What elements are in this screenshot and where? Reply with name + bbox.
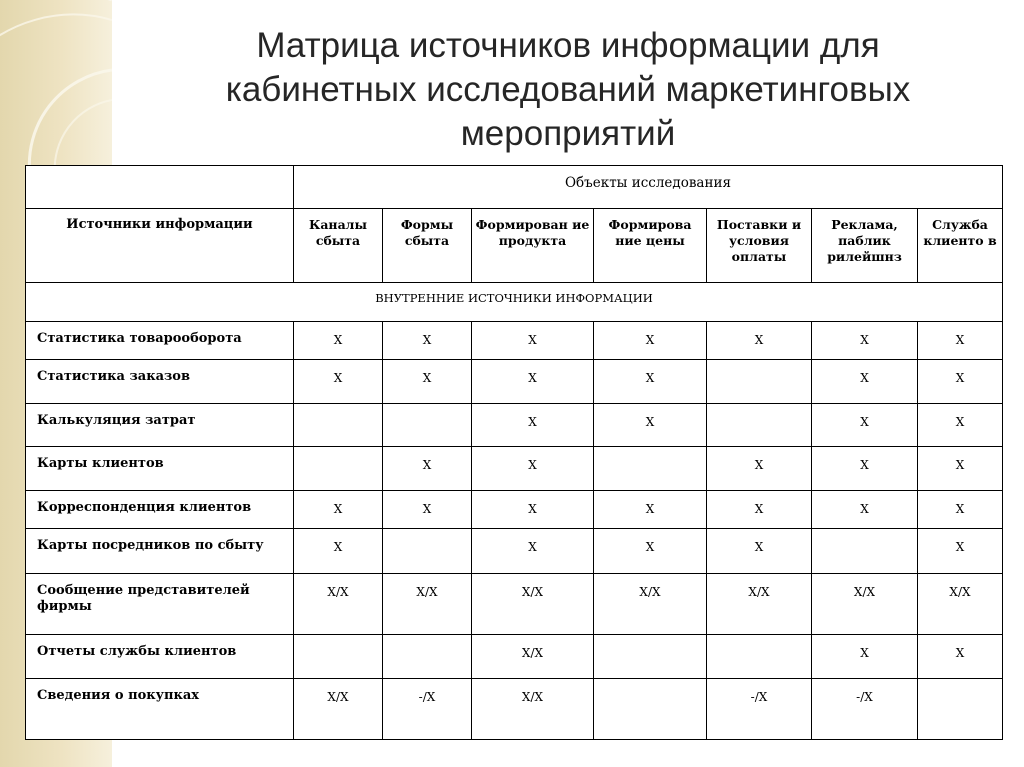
matrix-cell bbox=[383, 529, 472, 574]
matrix-cell: X bbox=[594, 360, 707, 404]
matrix-cell bbox=[294, 447, 383, 491]
matrix-cell: X/X bbox=[383, 573, 472, 634]
column-header: Каналы сбыта bbox=[294, 208, 383, 283]
title-line: Матрица источников информации для bbox=[256, 26, 880, 65]
corner-cell bbox=[26, 166, 294, 209]
matrix-cell bbox=[294, 635, 383, 679]
title-line: мероприятий bbox=[460, 114, 676, 153]
matrix-cell: X bbox=[812, 360, 918, 404]
row-label: Калькуляция затрат bbox=[26, 403, 294, 447]
matrix-cell: X bbox=[812, 635, 918, 679]
matrix-cell: X/X bbox=[918, 573, 1003, 634]
matrix-cell bbox=[918, 678, 1003, 739]
row-label: Корреспонденция клиентов bbox=[26, 490, 294, 528]
matrix-cell: X bbox=[707, 321, 812, 359]
row-label: Карты посредников по сбыту bbox=[26, 529, 294, 574]
table-row bbox=[26, 678, 1003, 739]
table-row bbox=[26, 490, 1003, 528]
matrix-cell: X bbox=[294, 529, 383, 574]
matrix-cell: -/X bbox=[383, 678, 472, 739]
column-header: Формирова ние цены bbox=[594, 208, 707, 283]
matrix-cell: X bbox=[918, 321, 1003, 359]
matrix-cell bbox=[594, 678, 707, 739]
table-row bbox=[26, 321, 1003, 359]
matrix-cell: X bbox=[918, 635, 1003, 679]
matrix-cell: X bbox=[472, 321, 594, 359]
matrix-cell: X/X bbox=[707, 573, 812, 634]
matrix-cell: X/X bbox=[812, 573, 918, 634]
matrix-cell: -/X bbox=[707, 678, 812, 739]
table-row bbox=[26, 403, 1003, 447]
matrix-cell: X/X bbox=[594, 573, 707, 634]
matrix-cell: X bbox=[707, 447, 812, 491]
matrix-cell: X bbox=[294, 360, 383, 404]
matrix-cell bbox=[383, 403, 472, 447]
matrix-cell: X/X bbox=[472, 635, 594, 679]
matrix-cell: X bbox=[594, 490, 707, 528]
matrix-cell: -/X bbox=[812, 678, 918, 739]
matrix-cell: X bbox=[472, 447, 594, 491]
matrix-cell: X bbox=[707, 490, 812, 528]
matrix-cell bbox=[707, 403, 812, 447]
header-row-objects bbox=[26, 166, 1003, 209]
row-label: Сообщение представителей фирмы bbox=[26, 573, 294, 634]
section-row bbox=[26, 283, 1003, 321]
matrix-cell: X bbox=[383, 490, 472, 528]
slide-title bbox=[112, 24, 1024, 156]
matrix-cell: X/X bbox=[294, 573, 383, 634]
row-label: Сведения о покупках bbox=[26, 678, 294, 739]
matrix-cell: X bbox=[918, 529, 1003, 574]
column-header: Формы сбыта bbox=[383, 208, 472, 283]
column-header: Поставки и условия оплаты bbox=[707, 208, 812, 283]
matrix-cell: X/X bbox=[294, 678, 383, 739]
matrix-cell bbox=[594, 635, 707, 679]
matrix-cell: X bbox=[918, 447, 1003, 491]
row-label: Карты клиентов bbox=[26, 447, 294, 491]
matrix-cell: X bbox=[294, 321, 383, 359]
matrix-cell: X bbox=[383, 360, 472, 404]
matrix-cell bbox=[707, 360, 812, 404]
matrix-cell bbox=[594, 447, 707, 491]
matrix-cell: X bbox=[812, 490, 918, 528]
table-row bbox=[26, 360, 1003, 404]
matrix-cell: X/X bbox=[472, 678, 594, 739]
matrix-cell bbox=[812, 529, 918, 574]
row-label: Статистика заказов bbox=[26, 360, 294, 404]
table-row bbox=[26, 447, 1003, 491]
matrix-cell: X bbox=[472, 360, 594, 404]
matrix-cell: X bbox=[594, 529, 707, 574]
matrix-cell: X bbox=[472, 490, 594, 528]
matrix-cell bbox=[294, 403, 383, 447]
objects-header: Объекты исследования bbox=[294, 166, 1003, 209]
table-row bbox=[26, 635, 1003, 679]
matrix-cell: X bbox=[294, 490, 383, 528]
row-label: Отчеты службы клиентов bbox=[26, 635, 294, 679]
column-header: Реклама, паблик рилейшнз bbox=[812, 208, 918, 283]
matrix-cell: X bbox=[472, 403, 594, 447]
table-row bbox=[26, 529, 1003, 574]
matrix-cell bbox=[707, 635, 812, 679]
matrix-cell: X/X bbox=[472, 573, 594, 634]
sources-header: Источники информации bbox=[26, 208, 294, 283]
header-row-columns bbox=[26, 208, 1003, 283]
matrix-cell: X bbox=[812, 447, 918, 491]
table-row bbox=[26, 573, 1003, 634]
column-header: Служба клиенто в bbox=[918, 208, 1003, 283]
matrix-cell bbox=[383, 635, 472, 679]
matrix-cell: X bbox=[812, 403, 918, 447]
row-label: Статистика товарооборота bbox=[26, 321, 294, 359]
matrix-cell: X bbox=[812, 321, 918, 359]
section-label: ВНУТРЕННИЕ ИСТОЧНИКИ ИНФОРМАЦИИ bbox=[26, 283, 1003, 321]
matrix-cell: X bbox=[918, 403, 1003, 447]
matrix-cell: X bbox=[918, 360, 1003, 404]
sources-matrix-table bbox=[25, 165, 1003, 740]
matrix-cell: X bbox=[594, 403, 707, 447]
title-line: кабинетных исследований маркетинговых bbox=[225, 70, 911, 109]
matrix-cell: X bbox=[383, 321, 472, 359]
matrix-cell: X bbox=[707, 529, 812, 574]
matrix-cell: X bbox=[918, 490, 1003, 528]
column-header: Формирован ие продукта bbox=[472, 208, 594, 283]
matrix-cell: X bbox=[594, 321, 707, 359]
matrix-cell: X bbox=[383, 447, 472, 491]
matrix-cell: X bbox=[472, 529, 594, 574]
